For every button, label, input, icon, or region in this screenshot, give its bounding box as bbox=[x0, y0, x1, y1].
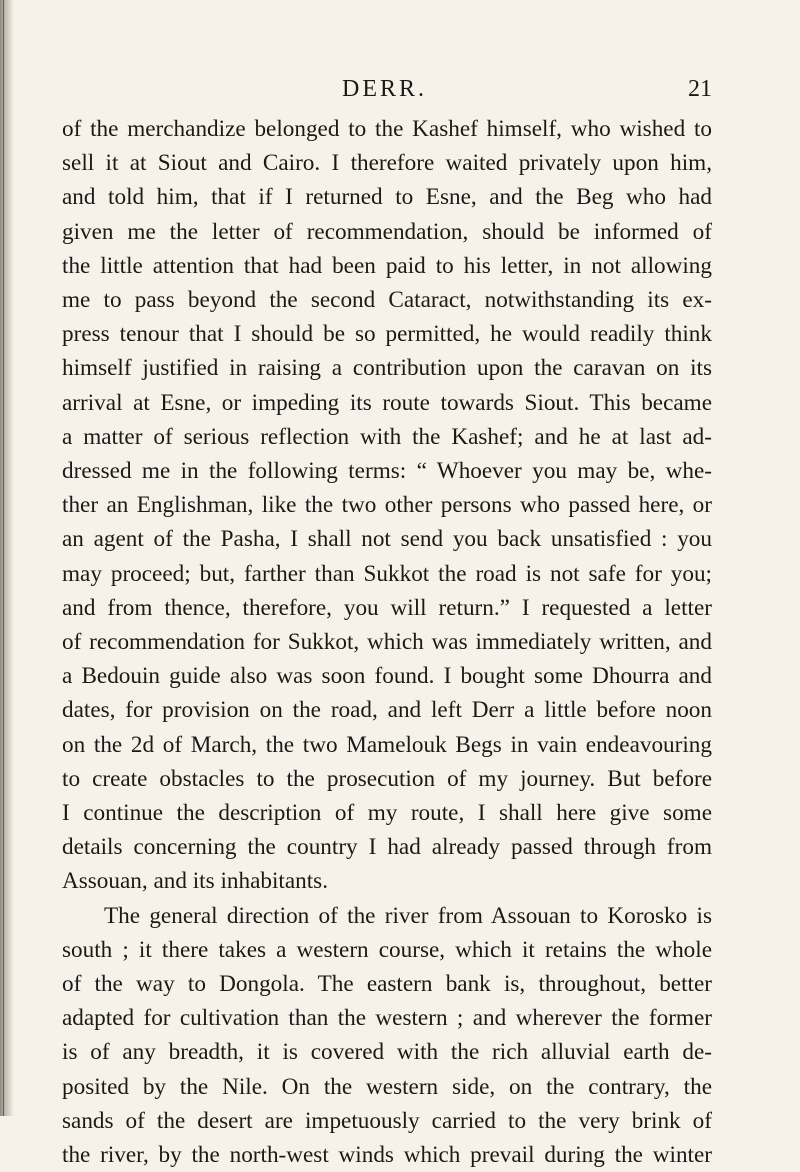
text-line: south ; it there takes a western course, which it retains the whole bbox=[62, 936, 712, 963]
text-line: a matter of serious reflection with the Kashef; and he at last ad- bbox=[62, 423, 712, 450]
text-line: the river, by the north-west winds which prevail during the winter bbox=[62, 1142, 712, 1169]
text-line: press tenour that I should be so permitted, he would readily think bbox=[62, 321, 712, 348]
text-line: arrival at Esne, or impeding its route towards Siout. This became bbox=[62, 389, 712, 416]
page-number: 21 bbox=[688, 76, 712, 102]
paragraph-2 bbox=[62, 899, 712, 1172]
text-line: details concerning the country I had already passed through from bbox=[62, 834, 712, 861]
text-line: me to pass beyond the second Cataract, notwithstanding its ex- bbox=[62, 287, 712, 314]
text-line: Assouan, and its inhabitants. bbox=[62, 868, 328, 895]
body-text bbox=[62, 112, 712, 1172]
text-line: of the way to Dongola. The eastern bank is, throughout, better bbox=[62, 971, 712, 998]
page-header bbox=[62, 72, 712, 112]
text-line: to create obstacles to the prosecution of my journey. But before bbox=[62, 765, 712, 792]
text-line: adapted for cultivation than the western ; and wherever the former bbox=[62, 1005, 712, 1032]
text-line: dressed me in the following terms: “ Whoever you may be, whe- bbox=[62, 458, 712, 485]
text-line: of the merchandize belonged to the Kashef himself, who wished to bbox=[62, 116, 712, 142]
text-line: a Bedouin guide also was soon found. I bought some Dhourra and bbox=[62, 663, 712, 690]
text-line: I continue the description of my route, I shall here give some bbox=[62, 800, 712, 827]
text-line: sands of the desert are impetuously carried to the very brink of bbox=[62, 1107, 712, 1134]
text-line: may proceed; but, farther than Sukkot the road is not safe for you; bbox=[62, 560, 712, 587]
text-line: sell it at Siout and Cairo. I therefore waited privately upon him, bbox=[62, 150, 712, 177]
text-line: an agent of the Pasha, I shall not send you back unsatisfied : you bbox=[62, 526, 712, 553]
text-line: of recommendation for Sukkot, which was immediately written, and bbox=[62, 629, 712, 656]
text-line: The general direction of the river from Assouan to Korosko is bbox=[104, 902, 712, 929]
text-line: posited by the Nile. On the western side, on the contrary, the bbox=[62, 1073, 712, 1100]
text-line: given me the letter of recommendation, should be informed of bbox=[62, 218, 712, 245]
text-line: is of any breadth, it is covered with the rich alluvial earth de- bbox=[62, 1039, 712, 1066]
text-line: and from thence, therefore, you will return.” I requested a letter bbox=[62, 594, 712, 621]
running-head: DERR. bbox=[342, 76, 428, 102]
paragraph-1 bbox=[62, 112, 712, 899]
text-line: ther an Englishman, like the two other persons who passed here, or bbox=[62, 492, 712, 519]
text-line: himself justified in raising a contribution upon the caravan on its bbox=[62, 355, 712, 382]
text-line: and told him, that if I returned to Esne, and the Beg who had bbox=[62, 184, 712, 211]
text-line: on the 2d of March, the two Mamelouk Begs in vain endeavouring bbox=[62, 731, 712, 758]
text-line: dates, for provision on the road, and left Derr a little before noon bbox=[62, 697, 712, 724]
page-binding-edge bbox=[3, 0, 4, 1116]
book-page bbox=[62, 72, 712, 1172]
text-line: the little attention that had been paid to his letter, in not allowing bbox=[62, 252, 712, 279]
